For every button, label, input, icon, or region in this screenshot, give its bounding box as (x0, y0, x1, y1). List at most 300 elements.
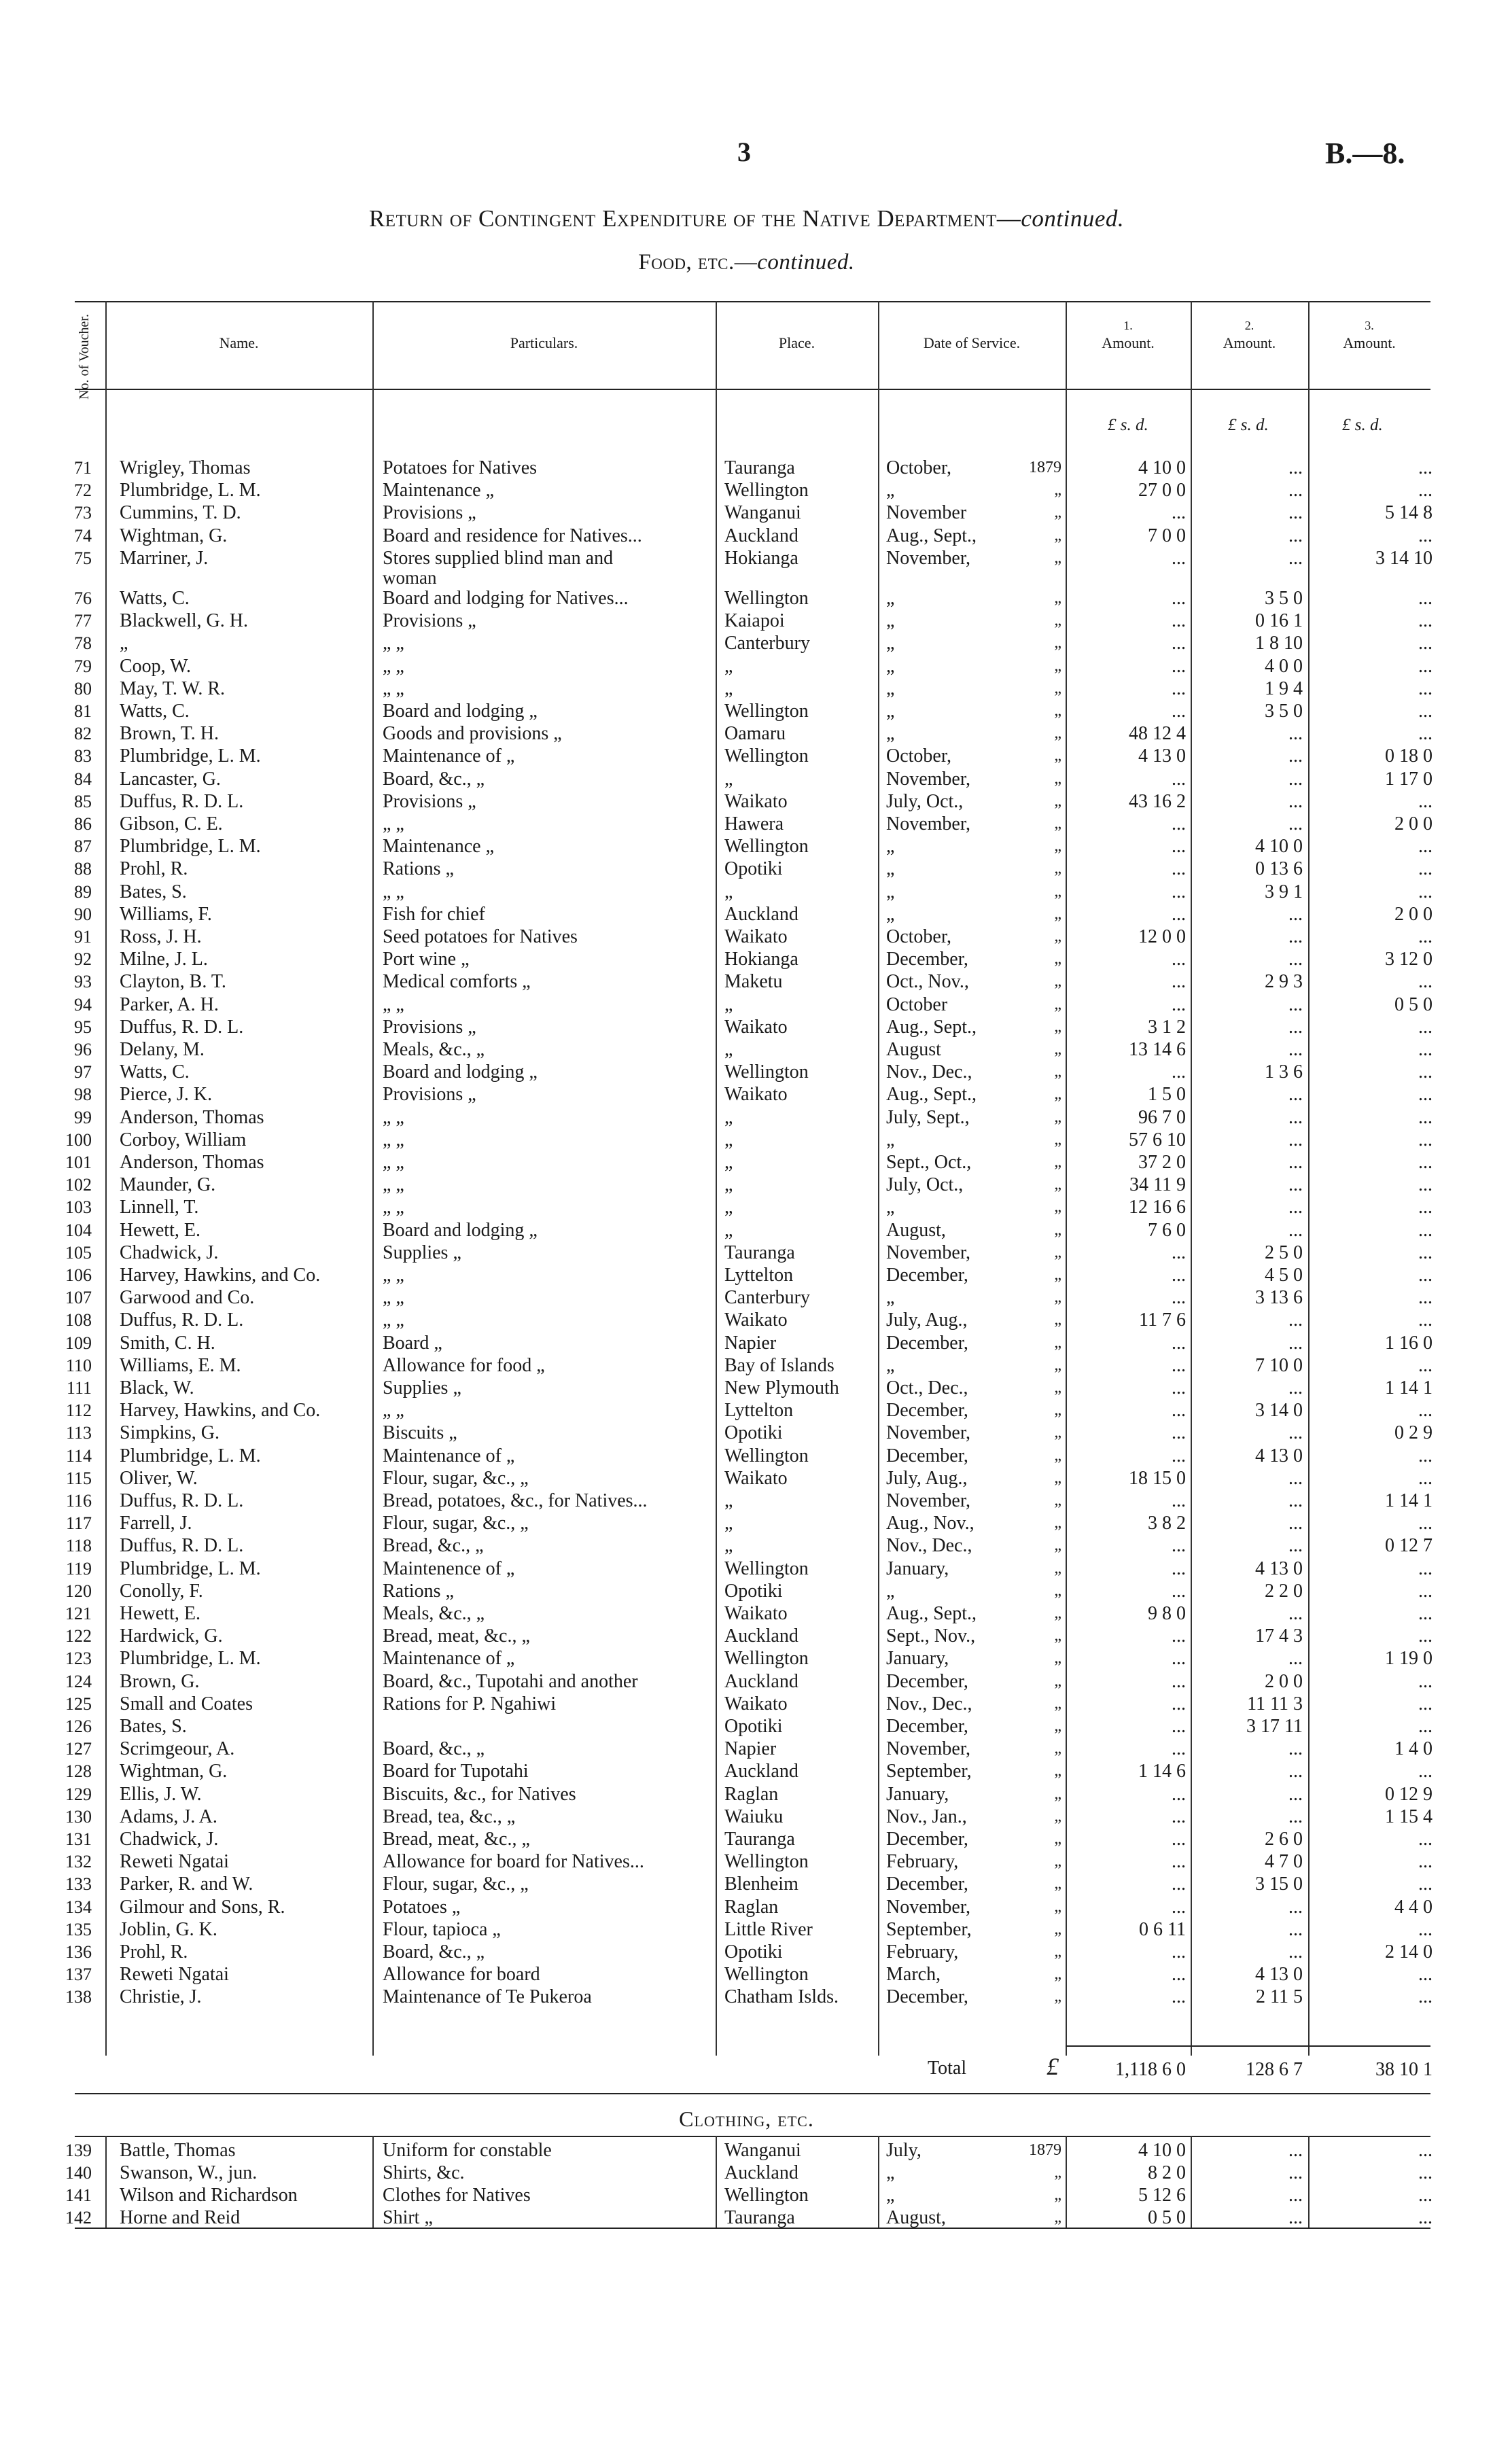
place: „ (724, 1513, 733, 1534)
particulars: Supplies „ (383, 1377, 461, 1398)
payee-name: Williams, F. (120, 903, 212, 925)
amount-3: 0 5 0 (1394, 993, 1433, 1015)
date-of-service: „ (886, 655, 895, 677)
amount-3: 2 0 0 (1394, 813, 1433, 834)
particulars: Uniform for constable (383, 2140, 552, 2161)
date-year: „ (1054, 1040, 1061, 1058)
amount-2: ... (1288, 1648, 1303, 1670)
amount-3: ... (1418, 1219, 1433, 1241)
amount-2: ... (1288, 926, 1303, 947)
particulars: Provisions „ (383, 502, 476, 524)
amount-2: ... (1288, 1896, 1303, 1918)
date-year: „ (1054, 1604, 1061, 1622)
place: Hokianga (724, 949, 798, 970)
voucher-number: 86 (74, 814, 92, 834)
amount-2: 1 9 4 (1265, 677, 1303, 699)
date-year: „ (1054, 1220, 1061, 1239)
payee-name: Garwood and Co. (120, 1287, 255, 1309)
payee-name: Prohl, R. (120, 1941, 188, 1963)
place: „ (724, 1490, 733, 1511)
amount-3: ... (1418, 1061, 1433, 1083)
amount-3: 1 16 0 (1385, 1332, 1433, 1354)
payee-name: Gilmour and Sons, R. (120, 1896, 285, 1918)
amount-2: 2 6 0 (1265, 1829, 1303, 1850)
amount-1: 13 14 6 (1129, 1039, 1186, 1060)
place: Wellington (724, 1964, 809, 1986)
place: Wellington (724, 1648, 809, 1670)
place: „ (724, 1106, 733, 1128)
amount-1: 8 2 0 (1148, 2162, 1186, 2183)
payee-name: Plumbridge, L. M. (120, 745, 261, 767)
date-of-service: „ (886, 1287, 895, 1309)
amount-3: ... (1418, 2162, 1433, 2183)
amount-1: 7 0 0 (1148, 525, 1186, 546)
amount-1: ... (1172, 655, 1186, 677)
amount-1: ... (1172, 1332, 1186, 1354)
amount-2: ... (1288, 1535, 1303, 1557)
amount-2: ... (1288, 1783, 1303, 1805)
date-year: „ (1054, 1581, 1061, 1600)
date-year: „ (1054, 548, 1061, 567)
amount-3: ... (1418, 1625, 1433, 1647)
amount-2: ... (1288, 1738, 1303, 1760)
section-subtitle (0, 250, 1493, 275)
amount-1: ... (1172, 502, 1186, 524)
date-of-service: November, (886, 1422, 971, 1444)
voucher-number: 75 (74, 548, 92, 568)
payee-name: Watts, C. (120, 1061, 190, 1083)
payee-name: Williams, E. M. (120, 1354, 241, 1376)
amount-2: ... (1288, 1152, 1303, 1173)
amount-2: ... (1288, 903, 1303, 925)
amount-1: ... (1172, 1490, 1186, 1511)
amount-1: ... (1172, 1738, 1186, 1760)
place: „ (724, 655, 733, 677)
date-of-service: Aug., Sept., (886, 1084, 977, 1106)
clothing-rule-particulars-place (716, 2136, 717, 2228)
rule-place-date (878, 301, 879, 2056)
amount-2: 2 0 0 (1265, 1670, 1303, 1692)
amount-2: 3 5 0 (1265, 588, 1303, 609)
payee-name: Adams, J. A. (120, 1806, 217, 1827)
date-year: „ (1054, 1176, 1061, 1194)
payee-name: Bates, S. (120, 1716, 187, 1737)
amount-2: 4 10 0 (1255, 836, 1303, 858)
total-amount1: 1,118 6 0 (1115, 2059, 1186, 2080)
total-label: Total (928, 2058, 967, 2079)
place: Chatham Islds. (724, 1986, 839, 2008)
date-year: „ (1054, 2164, 1061, 2181)
clothing-rule-place-date (878, 2136, 879, 2228)
date-of-service: Oct., Dec., (886, 1377, 968, 1398)
date-year: „ (1054, 724, 1061, 743)
amount-2: 11 11 3 (1247, 1693, 1303, 1714)
particulars: Clothes for Natives (383, 2185, 531, 2206)
amount-3: ... (1418, 2207, 1433, 2228)
amount-1: ... (1172, 588, 1186, 609)
amount-2: ... (1288, 457, 1303, 478)
date-of-service: December, (886, 1873, 968, 1895)
date-year: „ (1054, 1356, 1061, 1374)
amount-2: 4 13 0 (1255, 1557, 1303, 1579)
voucher-number: 131 (65, 1829, 92, 1849)
date-of-service: Sept., Oct., (886, 1152, 972, 1173)
date-year: „ (1054, 1830, 1061, 1848)
amount-1: 27 0 0 (1138, 480, 1186, 501)
date-year: 1879 (1029, 459, 1061, 476)
date-of-service: December, (886, 1445, 968, 1466)
subtitle-text: Food, etc.— (638, 250, 758, 275)
amount-1: ... (1172, 1287, 1186, 1309)
place: Auckland (724, 1625, 798, 1647)
voucher-number: 119 (65, 1558, 92, 1579)
amount-3: 2 14 0 (1385, 1941, 1433, 1963)
payee-name: Scrimgeour, A. (120, 1738, 235, 1760)
amount-3: 1 4 0 (1394, 1738, 1433, 1760)
payee-name: Brown, T. H. (120, 723, 219, 745)
total-pound-sign: £ (1047, 2053, 1059, 2080)
place: Wellington (724, 1061, 809, 1083)
voucher-number: 121 (65, 1604, 92, 1623)
date-of-service: October (886, 993, 948, 1015)
particulars: Maintenance of „ (383, 1445, 515, 1466)
voucher-number: 101 (65, 1152, 92, 1172)
amount-3: ... (1418, 1603, 1433, 1624)
amount-2: ... (1288, 1422, 1303, 1444)
date-of-service: Aug., Nov., (886, 1513, 974, 1534)
date-of-service: „ (886, 610, 895, 632)
amount-3: ... (1418, 1309, 1433, 1331)
col-header-amount2-number: 2. (1244, 319, 1254, 332)
voucher-number: 88 (74, 859, 92, 879)
amount-3: ... (1418, 1557, 1433, 1579)
particulars: Rations „ (383, 858, 454, 880)
date-of-service: „ (886, 2185, 895, 2206)
voucher-number: 87 (74, 837, 92, 857)
amount-3: 0 12 7 (1385, 1535, 1433, 1557)
place: Oamaru (724, 723, 786, 745)
particulars: Provisions „ (383, 1084, 476, 1106)
amount-1: 48 12 4 (1129, 723, 1186, 745)
date-of-service: „ (886, 1197, 895, 1218)
amount-2: ... (1288, 1174, 1303, 1196)
amount-1: ... (1172, 858, 1186, 880)
particulars: Port wine „ (383, 949, 470, 970)
amount-3: ... (1418, 1693, 1433, 1714)
voucher-number: 134 (65, 1897, 92, 1917)
payee-name: Hewett, E. (120, 1219, 200, 1241)
place: „ (724, 993, 733, 1015)
date-of-service: August, (886, 1219, 946, 1241)
amount-3: ... (1418, 723, 1433, 745)
amount-1: ... (1172, 1422, 1186, 1444)
date-of-service: Nov., Dec., (886, 1061, 972, 1083)
place: „ (724, 1197, 733, 1218)
amount-1: ... (1172, 1716, 1186, 1737)
amount-2: ... (1288, 480, 1303, 501)
total-top-rule (1066, 2045, 1430, 2047)
particulars: Board and residence for Natives... (383, 525, 642, 546)
place: Wanganui (724, 502, 801, 524)
voucher-number: 116 (65, 1491, 92, 1511)
voucher-number: 118 (65, 1536, 92, 1556)
date-year: „ (1054, 1988, 1061, 2006)
voucher-number: 133 (65, 1874, 92, 1895)
amount-2: 4 0 0 (1265, 655, 1303, 677)
amount-3: ... (1418, 1513, 1433, 1534)
amount-2: 7 10 0 (1255, 1354, 1303, 1376)
amount-1: ... (1172, 1829, 1186, 1850)
payee-name: Chadwick, J. (120, 1829, 219, 1850)
place: Wellington (724, 1557, 809, 1579)
date-of-service: December, (886, 1400, 968, 1422)
amount-1: ... (1172, 1986, 1186, 2008)
payee-name: Prohl, R. (120, 858, 188, 880)
date-of-service: July, Aug., (886, 1467, 968, 1489)
particulars: Allowance for food „ (383, 1354, 545, 1376)
payee-name: Coop, W. (120, 655, 192, 677)
particulars: Seed potatoes for Natives (383, 926, 578, 947)
particulars: Provisions „ (383, 610, 476, 632)
voucher-number: 141 (65, 2185, 92, 2205)
voucher-number: 107 (65, 1288, 92, 1308)
date-of-service: November, (886, 1896, 971, 1918)
voucher-number: 106 (65, 1265, 92, 1285)
amount-1: ... (1172, 1625, 1186, 1647)
particulars: „ „ (383, 633, 404, 654)
clothing-rule-voucher-name (105, 2136, 107, 2228)
date-year: „ (1054, 1649, 1061, 1668)
table-bottom-rule (75, 2228, 1430, 2229)
amount-2: ... (1288, 813, 1303, 834)
place: „ (724, 1039, 733, 1060)
voucher-number: 125 (65, 1693, 92, 1714)
payee-name: Ellis, J. W. (120, 1783, 202, 1805)
date-year: „ (1054, 702, 1061, 720)
place: Bay of Islands (724, 1354, 835, 1376)
date-year: „ (1054, 995, 1061, 1013)
amount-2: ... (1288, 1016, 1303, 1038)
voucher-number: 137 (65, 1965, 92, 1985)
voucher-number: 112 (65, 1401, 92, 1421)
place: „ (724, 1219, 733, 1241)
date-of-service: November (886, 502, 967, 524)
particulars: Board and lodging for Natives... (383, 588, 629, 609)
voucher-number: 135 (65, 1919, 92, 1939)
date-year: „ (1054, 679, 1061, 697)
payee-name: Harvey, Hawkins, and Co. (120, 1400, 321, 1422)
place: Wellington (724, 701, 809, 722)
date-year: „ (1054, 815, 1061, 832)
amount-3: ... (1418, 701, 1433, 722)
place: Auckland (724, 525, 798, 546)
amount-3: ... (1418, 457, 1433, 478)
particulars: „ „ (383, 677, 404, 699)
payee-name: Bates, S. (120, 881, 187, 902)
amount-1: 12 0 0 (1138, 926, 1186, 947)
amount-1: ... (1172, 701, 1186, 722)
date-of-service: „ (886, 677, 895, 699)
voucher-number: 124 (65, 1671, 92, 1691)
particulars: Bread, potatoes, &c., for Natives... (383, 1490, 648, 1511)
date-of-service: February, (886, 1851, 959, 1873)
voucher-number: 97 (74, 1062, 92, 1083)
place: Tauranga (724, 1242, 795, 1263)
particulars: Maintenence of „ (383, 1557, 515, 1579)
place: Wellington (724, 836, 809, 858)
date-year: „ (1054, 481, 1061, 499)
place: Lyttelton (724, 1265, 794, 1286)
amount-3: ... (1418, 1152, 1433, 1173)
particulars: „ „ (383, 1152, 404, 1173)
amount-2: ... (1288, 2162, 1303, 2183)
payee-name: Wightman, G. (120, 525, 228, 546)
amount-1: 5 12 6 (1138, 2185, 1186, 2206)
payee-name: Farrell, J. (120, 1513, 192, 1534)
amount-1: 43 16 2 (1129, 790, 1186, 812)
col-header-place: Place. (778, 334, 815, 351)
payee-name: Smith, C. H. (120, 1332, 215, 1354)
payee-name: Watts, C. (120, 701, 190, 722)
voucher-number: 129 (65, 1784, 92, 1804)
amount-3: ... (1418, 881, 1433, 902)
voucher-number: 93 (74, 972, 92, 992)
date-year: „ (1054, 1311, 1061, 1329)
payee-name: Duffus, R. D. L. (120, 1490, 244, 1511)
date-year: „ (1054, 769, 1061, 788)
date-year: „ (1054, 1627, 1061, 1645)
payee-name: Parker, A. H. (120, 993, 219, 1015)
payee-name: Lancaster, G. (120, 768, 221, 790)
date-year: „ (1054, 1943, 1061, 1960)
payee-name: Milne, J. L. (120, 949, 208, 970)
date-of-service: November, (886, 547, 971, 569)
lsd-header-amount2: £ s. d. (1228, 416, 1269, 434)
date-year: „ (1054, 747, 1061, 765)
amount-1: 7 6 0 (1148, 1219, 1186, 1241)
place: „ (724, 1152, 733, 1173)
date-of-service: July, Oct., (886, 790, 964, 812)
section-divider-rule (75, 2093, 1430, 2094)
amount-3: ... (1418, 525, 1433, 546)
date-year: „ (1054, 2186, 1061, 2204)
amount-1: ... (1172, 949, 1186, 970)
place: Kaiapoi (724, 610, 785, 632)
amount-3: ... (1418, 1197, 1433, 1218)
place: Lyttelton (724, 1400, 794, 1422)
date-of-service: November, (886, 768, 971, 790)
date-year: „ (1054, 1897, 1061, 1916)
amount-3: ... (1418, 1287, 1433, 1309)
amount-1: 1 14 6 (1138, 1761, 1186, 1782)
voucher-number: 80 (74, 678, 92, 699)
amount-3: ... (1418, 633, 1433, 654)
amount-2: 4 13 0 (1255, 1445, 1303, 1466)
date-year: „ (1054, 1243, 1061, 1261)
particulars: Rations for P. Ngahiwi (383, 1693, 557, 1714)
amount-2: 4 5 0 (1265, 1265, 1303, 1286)
amount-3: ... (1418, 2185, 1433, 2206)
amount-3: ... (1418, 858, 1433, 880)
date-year: „ (1054, 1468, 1061, 1487)
amount-1: ... (1172, 836, 1186, 858)
lsd-header-amount1: £ s. d. (1108, 416, 1148, 434)
date-of-service: November, (886, 1738, 971, 1760)
amount-3: ... (1418, 1016, 1433, 1038)
clothing-top-rule (75, 2136, 1430, 2137)
amount-2: 3 5 0 (1265, 701, 1303, 722)
particulars: Allowance for board for Natives... (383, 1851, 644, 1873)
place: Waikato (724, 1309, 788, 1331)
payee-name: Harvey, Hawkins, and Co. (120, 1265, 321, 1286)
voucher-number: 100 (65, 1129, 92, 1150)
place: Blenheim (724, 1873, 798, 1895)
payee-name: Small and Coates (120, 1693, 253, 1714)
amount-1: 4 10 0 (1138, 457, 1186, 478)
particulars: „ „ (383, 1174, 404, 1196)
amount-2: ... (1288, 949, 1303, 970)
place: Wellington (724, 588, 809, 609)
date-year: „ (1054, 656, 1061, 675)
date-year: „ (1054, 1379, 1061, 1396)
date-year: „ (1054, 1740, 1061, 1758)
place: Opotiki (724, 1422, 783, 1444)
amount-1: ... (1172, 1851, 1186, 1873)
amount-3: ... (1418, 1580, 1433, 1602)
date-of-service: February, (886, 1941, 959, 1963)
amount-1: 34 11 9 (1129, 1174, 1186, 1196)
amount-1: ... (1172, 1783, 1186, 1805)
date-of-service: Nov., Dec., (886, 1693, 972, 1714)
particulars: Goods and provisions „ (383, 723, 562, 745)
amount-2: 17 4 3 (1255, 1625, 1303, 1647)
amount-1: ... (1172, 677, 1186, 699)
amount-3: ... (1418, 1964, 1433, 1986)
voucher-number: 140 (65, 2163, 92, 2183)
place: Canterbury (724, 1287, 810, 1309)
amount-2: 2 9 3 (1265, 971, 1303, 993)
date-year: „ (1054, 1514, 1061, 1532)
date-of-service: „ (886, 723, 895, 745)
amount-1: ... (1172, 903, 1186, 925)
amount-3: 1 19 0 (1385, 1648, 1433, 1670)
voucher-number: 90 (74, 904, 92, 924)
place: Auckland (724, 1761, 798, 1782)
date-year: „ (1054, 904, 1061, 923)
particulars: Bread, meat, &c., „ (383, 1829, 530, 1850)
amount-2: 4 7 0 (1265, 1851, 1303, 1873)
payee-name: Hardwick, G. (120, 1625, 223, 1647)
title-text: Return of Contingent Expenditure of the Native Department— (368, 205, 1021, 232)
payee-name: Chadwick, J. (120, 1242, 219, 1263)
date-year: „ (1054, 1536, 1061, 1555)
amount-2: ... (1288, 1761, 1303, 1782)
amount-2: ... (1288, 1039, 1303, 1060)
amount-1: 0 6 11 (1139, 1918, 1186, 1940)
voucher-number: 89 (74, 881, 92, 902)
date-of-service: „ (886, 1354, 895, 1376)
date-year: „ (1054, 634, 1061, 652)
amount-3: ... (1418, 1445, 1433, 1466)
date-of-service: October, (886, 457, 952, 478)
date-year: „ (1054, 1063, 1061, 1081)
amount-2: ... (1288, 1197, 1303, 1218)
payee-name: Simpkins, G. (120, 1422, 220, 1444)
amount-1: 3 8 2 (1148, 1513, 1186, 1534)
date-of-service: „ (886, 881, 895, 902)
amount-1: 4 10 0 (1138, 2140, 1186, 2161)
place: Opotiki (724, 858, 783, 880)
